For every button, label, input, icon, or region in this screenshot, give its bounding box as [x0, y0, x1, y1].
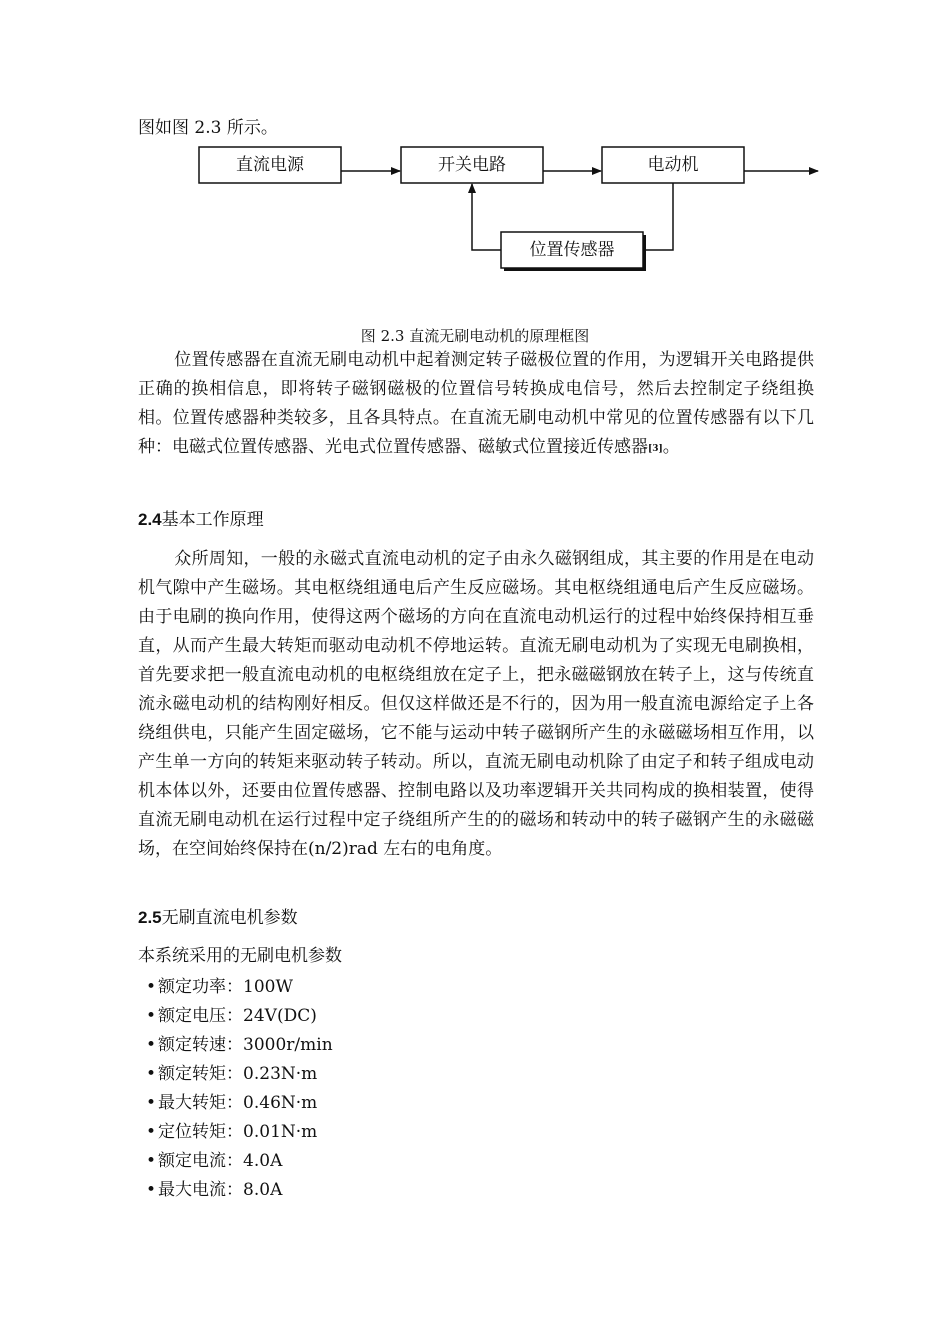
param-text: 最大转矩：0.46N·m [158, 1093, 318, 1113]
bullet-icon: • [146, 1122, 157, 1142]
paragraph-end: 。 [662, 437, 680, 457]
position-sensor-label: 位置传感器 [529, 240, 615, 260]
switch-circuit-label: 开关电路 [438, 155, 506, 175]
intro-line: 图如图 2.3 所示。 [138, 118, 278, 138]
param-text: 额定功率：100W [158, 977, 293, 997]
motor-label: 电动机 [647, 155, 699, 175]
figure-caption: 图 2.3 直流无刷电动机的原理框图 [360, 327, 590, 345]
bullet-icon: • [146, 1064, 157, 1084]
bullet-icon: • [146, 977, 157, 997]
section-title: 基本工作原理 [161, 510, 264, 530]
param-text: 定位转矩：0.01N·m [158, 1122, 318, 1142]
param-text: 额定电压：24V(DC) [158, 1006, 317, 1026]
bullet-icon: • [146, 1035, 157, 1055]
list-item [146, 973, 333, 1002]
block-diagram [190, 140, 830, 280]
param-text: 额定转矩：0.23N·m [158, 1064, 318, 1084]
list-item [146, 1002, 333, 1031]
bullet-icon: • [146, 1151, 157, 1171]
citation-ref: [3] [648, 444, 663, 454]
list-item [146, 1031, 333, 1060]
section-title: 无刷直流电机参数 [161, 908, 298, 928]
paragraph-text: 众所周知，一般的永磁式直流电动机的定子由永久磁钢组成，其主要的作用是在电动机气隙中产生磁场。其电枢绕组通电后产生反应磁场。其电枢绕组通电后产生反应磁场。由于电刷的换向作用，使得这两个磁场的方向在直流电动机运行的过程中始终保持相互垂直，从而产生最大转矩而驱动电动机不停地运转。直流无刷电动机为了实现无电刷换相，首先要求把一般直流电动机的电枢绕组放在定子上，把永磁磁钢放在转子上，这与传统直流永磁电动机的结构刚好相反。但仅这样做还是不行的，因为用一般直流电源给定子上各绕组供电，只能产生固定磁场，它不能与运动中转子磁钢所产生的永磁磁场相互作用，以产生单一方向的转矩来驱动转子转动。所以，直流无刷电动机除了由定子和转子组成电动机本体以外，还要由位置传感器、控制电路以及功率逻辑开关共同构成的换相装置，使得直流无刷电动机在运行过程中定子绕组所产生的的磁场和转动中的转子磁钢产生的永磁磁场，在空间始终保持在(n/2)rad 左右的电角度。 [138, 549, 814, 859]
section-number: 2.5 [138, 908, 162, 927]
list-item [146, 1176, 333, 1205]
list-item [146, 1089, 333, 1118]
motor-parameter-list [146, 973, 333, 1205]
params-intro: 本系统采用的无刷电机参数 [138, 946, 342, 966]
feedback-sensor-to-switch [472, 184, 501, 250]
bullet-icon: • [146, 1180, 157, 1200]
param-text: 额定转速：3000r/min [158, 1035, 333, 1055]
feedback-motor-to-sensor [643, 183, 673, 250]
list-item [146, 1147, 333, 1176]
paragraph-position-sensor [138, 346, 814, 464]
list-item [146, 1060, 333, 1089]
bullet-icon: • [146, 1093, 157, 1113]
block-diagram-svg [190, 140, 830, 280]
param-text: 最大电流：8.0A [158, 1180, 283, 1200]
bullet-icon: • [146, 1006, 157, 1026]
paragraph-working-principle [138, 545, 814, 864]
section-heading-2-4 [138, 508, 264, 532]
dc-power-label: 直流电源 [236, 155, 304, 175]
section-heading-2-5 [138, 906, 298, 930]
param-text: 额定电流：4.0A [158, 1151, 283, 1171]
section-number: 2.4 [138, 510, 162, 529]
paragraph-text: 位置传感器在直流无刷电动机中起着测定转子磁极位置的作用，为逻辑开关电路提供正确的换相信息，即将转子磁钢磁极的位置信号转换成电信号，然后去控制定子绕组换相。位置传感器种类较多，且各具特点。在直流无刷电动机中常见的位置传感器有以下几种：电磁式位置传感器、光电式位置传感器、磁敏式位置接近传感器 [138, 350, 814, 457]
list-item [146, 1118, 333, 1147]
